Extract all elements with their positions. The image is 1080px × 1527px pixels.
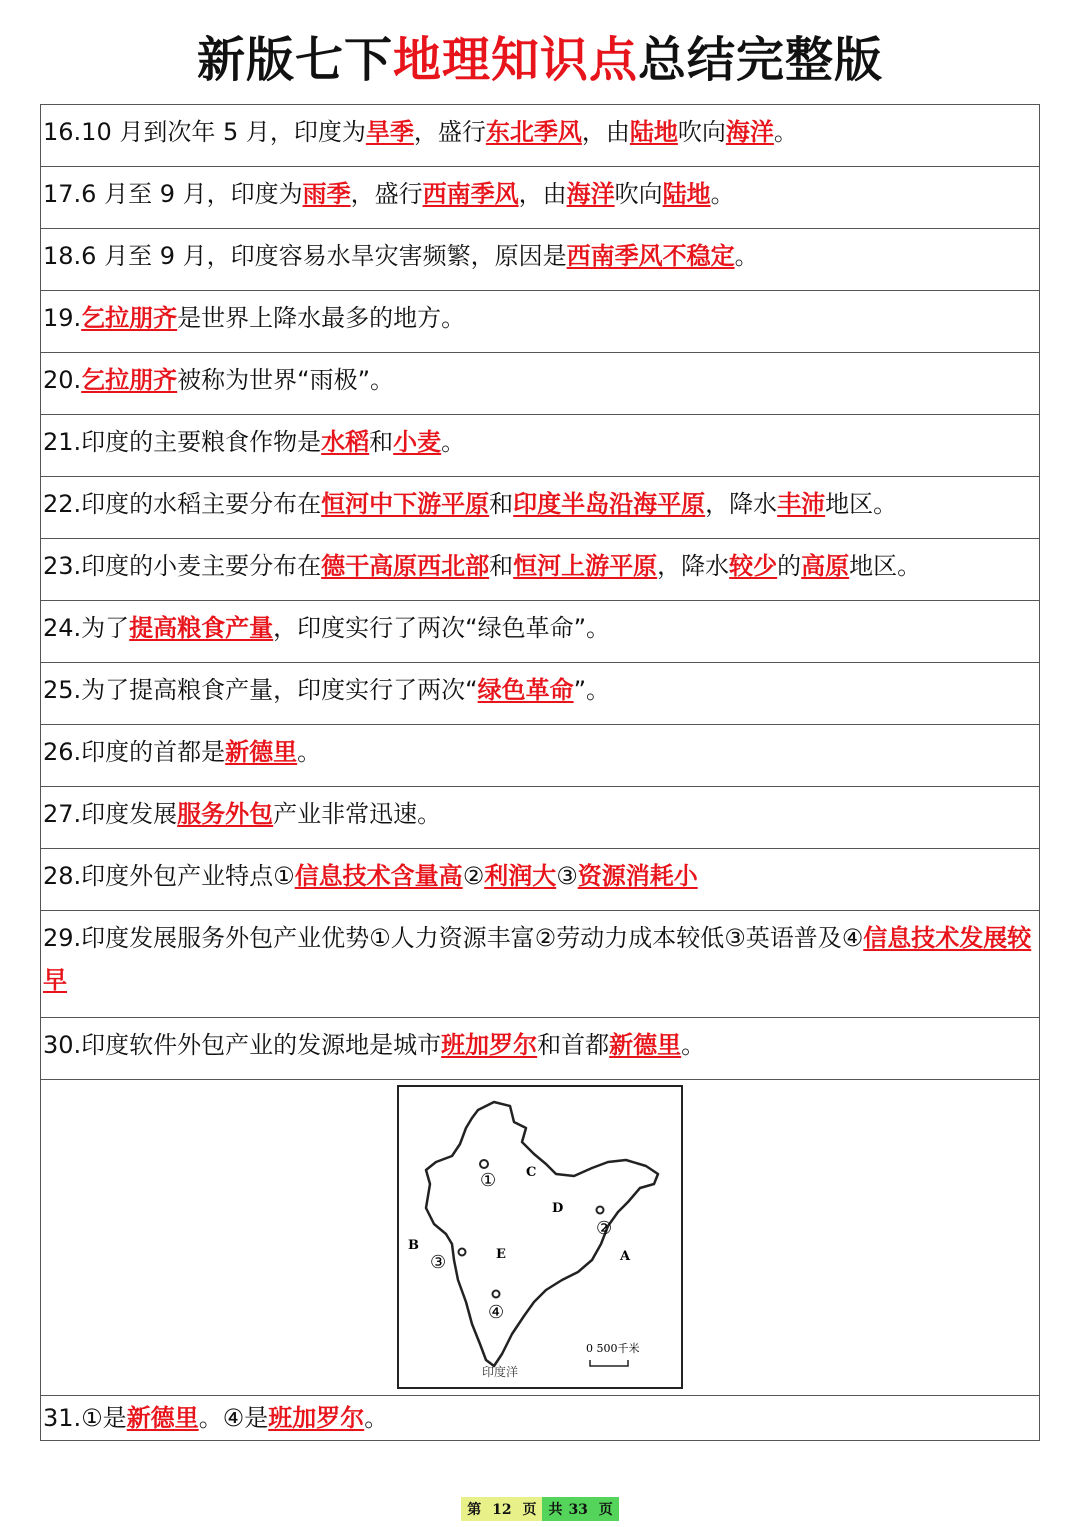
- table-row: [41, 1396, 1040, 1441]
- answer-highlight: 较少: [729, 552, 778, 580]
- title-part-2: 地理知识点: [392, 32, 638, 88]
- table-row: [41, 601, 1040, 663]
- statement-text: 和首都: [537, 1031, 610, 1059]
- answer-highlight: 提高粮食产量: [129, 614, 274, 642]
- india-map: [396, 1084, 684, 1390]
- ocean-label: 印度洋: [482, 1365, 519, 1379]
- table-row: [41, 353, 1040, 415]
- statement-text: 21.印度的主要粮食作物是: [43, 428, 322, 456]
- page-title: [0, 28, 1080, 92]
- statement-text: 。: [297, 738, 322, 766]
- answer-highlight: 信息技术含量高: [294, 862, 463, 890]
- table-row: [41, 415, 1040, 477]
- answer-highlight: 陆地: [629, 118, 678, 146]
- row-text: [41, 105, 1040, 167]
- row-text: [41, 353, 1040, 415]
- answer-highlight: 东北季风: [485, 118, 582, 146]
- footer-text: 共: [548, 1502, 563, 1518]
- statement-text: 。④是: [198, 1404, 269, 1432]
- marker-label-2: ②: [596, 1218, 613, 1239]
- table-row: [41, 663, 1040, 725]
- statement-text: 19.: [43, 304, 82, 332]
- table-row: [41, 167, 1040, 229]
- row-text: [41, 415, 1040, 477]
- statement-text: ③: [556, 862, 578, 890]
- answer-highlight: 绿色革命: [477, 676, 574, 704]
- statement-text: 地区。: [849, 552, 922, 580]
- answer-highlight: 雨季: [302, 180, 351, 208]
- map-cell: [41, 1080, 1040, 1396]
- answer-highlight: 信息技术发展较早: [43, 924, 1032, 994]
- answer-highlight: 乞拉朋齐: [81, 366, 178, 394]
- answer-highlight: 班加罗尔: [268, 1404, 365, 1432]
- answer-highlight: 海洋: [566, 180, 615, 208]
- map-letter-e: E: [496, 1247, 506, 1262]
- answer-highlight: 海洋: [725, 118, 774, 146]
- answer-highlight: 服务外包: [177, 800, 274, 828]
- statement-text: ②: [462, 862, 485, 890]
- title-part-1: 新版七下: [196, 32, 393, 88]
- row-text: [41, 477, 1040, 539]
- row-text: [41, 167, 1040, 229]
- statement-text: 20.: [43, 366, 82, 394]
- table-row: [41, 911, 1040, 1018]
- statement-text: 26.印度的首都是: [43, 738, 226, 766]
- statement-text: 被称为世界“雨极”。: [177, 366, 395, 394]
- map-letter-c: C: [526, 1165, 537, 1180]
- row-text: [41, 725, 1040, 787]
- statement-text: 22.印度的水稻主要分布在: [43, 490, 322, 518]
- answer-highlight: 恒河中下游平原: [321, 490, 490, 518]
- title-part-3: 总结完整版: [638, 32, 884, 88]
- statement-text: ，由: [581, 118, 630, 146]
- answer-highlight: 水稻: [321, 428, 370, 456]
- row-text: [41, 1018, 1040, 1080]
- statement-text: 吹向: [614, 180, 663, 208]
- row-text: [41, 849, 1040, 911]
- current-page-number: 12: [492, 1502, 512, 1518]
- statement-text: 。: [681, 1031, 706, 1059]
- row-text: [41, 601, 1040, 663]
- table-row: [41, 787, 1040, 849]
- row-text-31: [41, 1396, 1040, 1441]
- answer-highlight: 旱季: [365, 118, 414, 146]
- row-text: [41, 291, 1040, 353]
- statement-text: 的: [777, 552, 802, 580]
- statement-text: 31.①是: [43, 1404, 127, 1432]
- answer-highlight: 乞拉朋齐: [81, 304, 178, 332]
- statement-text: ，降水: [657, 552, 730, 580]
- statement-text: 。: [441, 428, 466, 456]
- statement-text: ，盛行: [350, 180, 423, 208]
- statement-text: 地区。: [825, 490, 898, 518]
- answer-highlight: 印度半岛沿海平原: [513, 490, 706, 518]
- statement-text: 24.为了: [43, 614, 130, 642]
- table-row: [41, 291, 1040, 353]
- statement-text: 和: [489, 490, 514, 518]
- statement-text: 。: [773, 118, 798, 146]
- statement-text: 。: [734, 242, 759, 270]
- statement-text: 和: [489, 552, 514, 580]
- map-letter-b: B: [408, 1238, 419, 1253]
- answer-highlight: 恒河上游平原: [513, 552, 658, 580]
- statement-text: 是世界上降水最多的地方。: [177, 304, 466, 332]
- knowledge-table: [40, 104, 1040, 1441]
- answer-highlight: 新德里: [225, 738, 298, 766]
- marker-label-3: ③: [430, 1252, 447, 1273]
- answer-highlight: 丰沛: [777, 490, 826, 518]
- table-row: [41, 477, 1040, 539]
- page-footer: [0, 1497, 1080, 1521]
- map-letter-d: D: [552, 1201, 564, 1216]
- statement-text: 25.为了提高粮食产量，印度实行了两次“: [43, 676, 478, 704]
- statement-text: ”。: [573, 676, 611, 704]
- statement-text: ，由: [518, 180, 567, 208]
- footer-text: 页: [522, 1502, 537, 1518]
- statement-text: 17.6 月至 9 月，印度为: [43, 180, 303, 208]
- map-letter-a: A: [620, 1249, 631, 1264]
- row-text: [41, 229, 1040, 291]
- statement-text: 。: [710, 180, 735, 208]
- answer-highlight: 小麦: [393, 428, 442, 456]
- statement-text: ，降水: [705, 490, 778, 518]
- statement-text: 27.印度发展: [43, 800, 178, 828]
- map-scale-label: 0 500千米: [586, 1342, 640, 1355]
- statement-text: 18.6 月至 9 月，印度容易水旱灾害频繁，原因是: [43, 242, 567, 270]
- total-page-number: 33: [568, 1502, 588, 1518]
- statement-text: 28.印度外包产业特点①: [43, 862, 295, 890]
- marker-label-1: ①: [480, 1170, 497, 1191]
- table-row: [41, 849, 1040, 911]
- table-row: [41, 229, 1040, 291]
- answer-highlight: 利润大: [484, 862, 557, 890]
- answer-highlight: 新德里: [126, 1404, 199, 1432]
- statement-text: 吹向: [677, 118, 726, 146]
- answer-highlight: 高原: [801, 552, 850, 580]
- answer-highlight: 西南季风不稳定: [566, 242, 735, 270]
- marker-label-4: ④: [488, 1302, 505, 1323]
- statement-text: ，印度实行了两次“绿色革命”。: [273, 614, 611, 642]
- map-row: [41, 1080, 1040, 1396]
- row-text: [41, 539, 1040, 601]
- statement-text: 30.印度软件外包产业的发源地是城市: [43, 1031, 442, 1059]
- table-row: [41, 105, 1040, 167]
- answer-highlight: 陆地: [662, 180, 711, 208]
- table-row: [41, 725, 1040, 787]
- statement-text: 23.印度的小麦主要分布在: [43, 552, 322, 580]
- answer-highlight: 新德里: [609, 1031, 682, 1059]
- table-row: [41, 539, 1040, 601]
- footer-text: 第: [467, 1502, 482, 1518]
- table-row: [41, 1018, 1040, 1080]
- row-text: [41, 787, 1040, 849]
- answer-highlight: 西南季风: [422, 180, 519, 208]
- row-text: [41, 911, 1040, 1018]
- answer-highlight: 资源消耗小: [577, 862, 698, 890]
- statement-text: 和: [369, 428, 394, 456]
- answer-highlight: 德干高原西北部: [321, 552, 490, 580]
- statement-text: 。: [364, 1404, 389, 1432]
- row-text: [41, 663, 1040, 725]
- statement-text: 29.印度发展服务外包产业优势①人力资源丰富②劳动力成本较低③英语普及④: [43, 924, 864, 952]
- answer-highlight: 班加罗尔: [441, 1031, 538, 1059]
- statement-text: 16.10 月到次年 5 月，印度为: [43, 118, 366, 146]
- statement-text: 产业非常迅速。: [273, 800, 442, 828]
- footer-text: 页: [598, 1502, 613, 1518]
- statement-text: ，盛行: [413, 118, 486, 146]
